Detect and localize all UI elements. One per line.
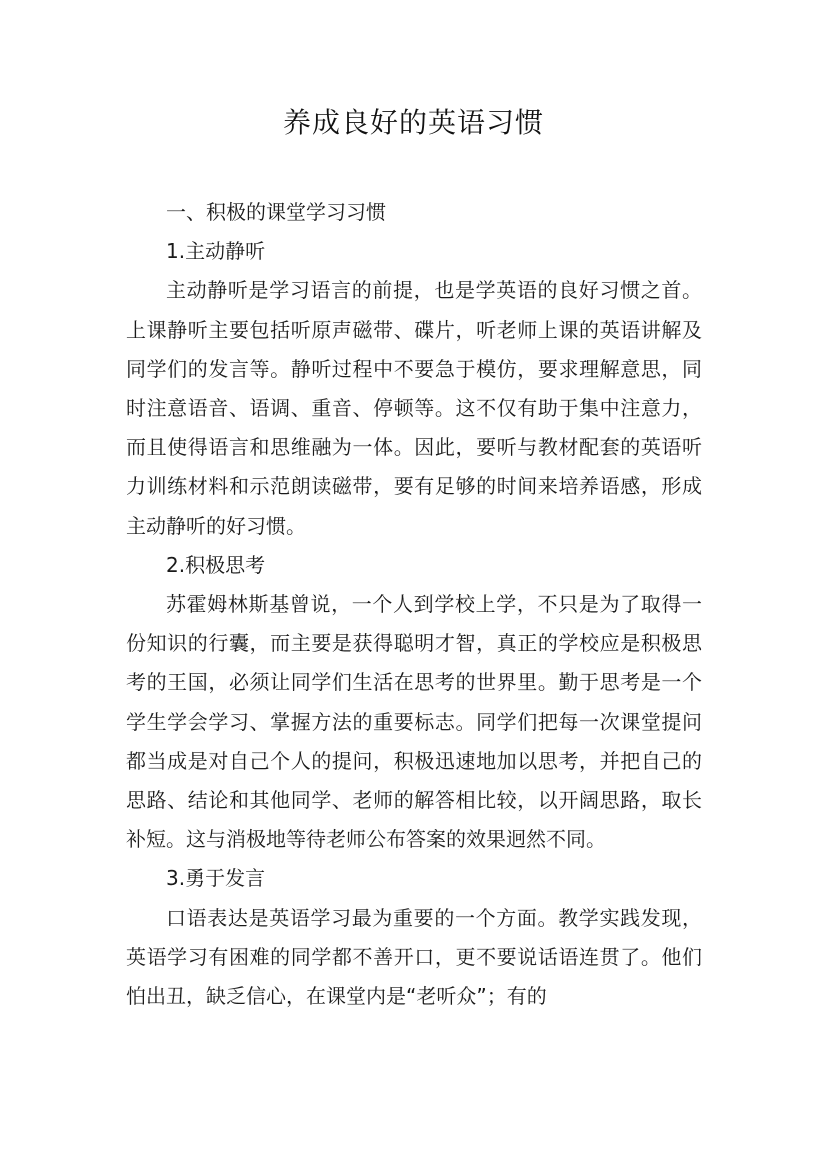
subsection-heading-3: 3.勇于发言 — [166, 866, 266, 891]
document-title: 养成良好的英语习惯 — [282, 106, 544, 139]
document-body — [126, 193, 702, 1016]
subsection-heading-1: 1.主动静听 — [166, 239, 266, 264]
paragraph-1: 主动静听是学习语言的前提，也是学英语的良好习惯之首。上课静听主要包括听原声磁带、碟片，听老师上课的英语讲解及同学们的发言等。静听过程中不要急于模仿，要求理解意思，同时注意语音、语调、重音、停顿等。这不仅有助于集中注意力，而且使得语言和思维融为一体。因此，要听与教材配套的英语听力训练材料和示范朗读磁带，要有足够的时间来培养语感，形成主动静听的好习惯。 — [126, 278, 702, 538]
section-heading: 一、积极的课堂学习习惯 — [166, 200, 386, 224]
paragraph-3: 口语表达是英语学习最为重要的一个方面。教学实践发现，英语学习有困难的同学都不善开口，更不要说话语连贯了。他们怕出丑，缺乏信心，在课堂内是“老听众”；有的 — [126, 905, 702, 1009]
subsection-heading-2: 2.积极思考 — [166, 552, 266, 577]
paragraph-2: 苏霍姆林斯基曾说，一个人到学校上学，不只是为了取得一份知识的行囊，而主要是获得聪明才智，真正的学校应是积极思考的王国，必须让同学们生活在思考的世界里。勤于思考是一个学生学会学习、掌握方法的重要标志。同学们把每一次课堂提问都当成是对自己个人的提问，积极迅速地加以思考，并把自己的思路、结论和其他同学、老师的解答相比较，以开阔思路，取长补短。这与消极地等待老师公布答案的效果迥然不同。 — [126, 592, 702, 852]
